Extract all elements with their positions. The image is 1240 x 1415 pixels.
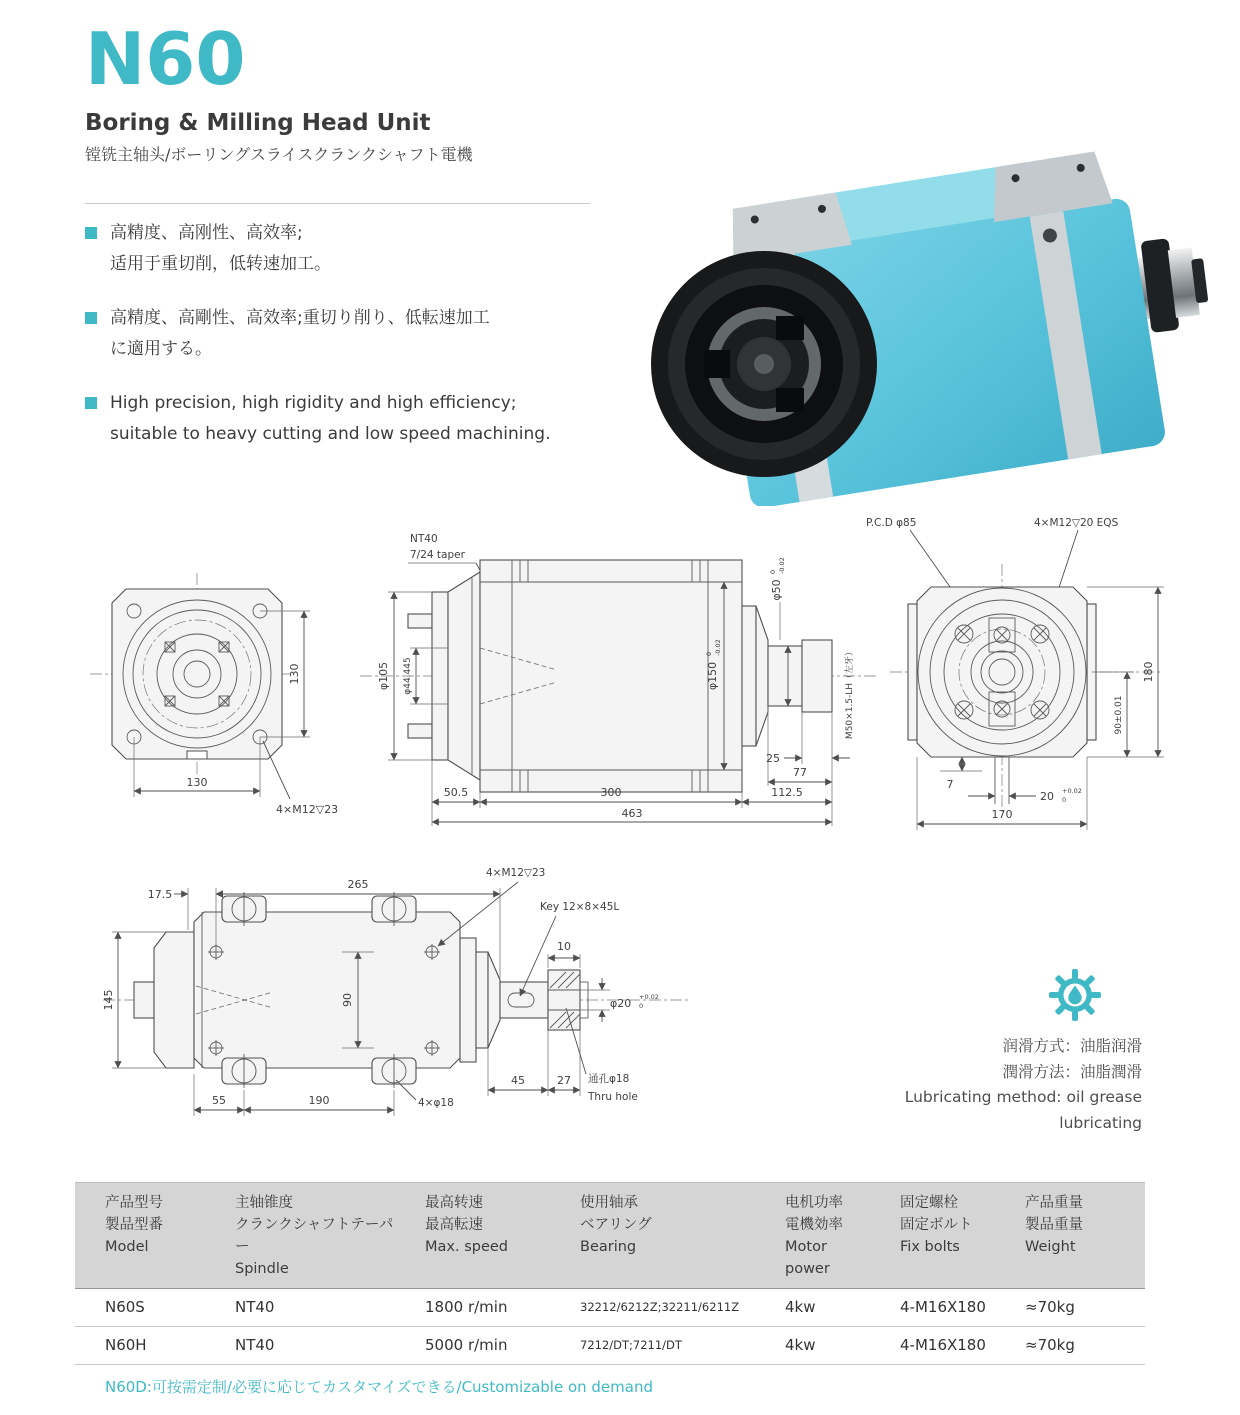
- svg-text:190: 190: [308, 1094, 330, 1107]
- svg-text:Thru hole: Thru hole: [588, 1091, 638, 1103]
- cell-spindle: NT40: [235, 1335, 275, 1354]
- svg-text:-0.02: -0.02: [714, 639, 722, 656]
- svg-text:0: 0: [1062, 796, 1067, 804]
- col-header-fix-bolts: 固定螺栓 固定ボルト Fix bolts: [900, 1195, 973, 1256]
- svg-text:0: 0: [639, 1002, 644, 1010]
- lubrication-line-jp: 潤滑方法：油脂潤滑: [1002, 1062, 1142, 1081]
- table-row: [75, 1289, 1145, 1327]
- side-view-drawing: [352, 528, 907, 836]
- svg-text:20: 20: [1040, 790, 1054, 803]
- svg-text:φ50: φ50: [770, 579, 783, 601]
- lubrication-block: [820, 968, 1142, 1136]
- cell-motor-power: 4kw: [785, 1335, 816, 1354]
- svg-text:265: 265: [347, 878, 369, 891]
- col-header-max-speed: 最高转速 最高転速 Max. speed: [425, 1195, 508, 1256]
- svg-text:130: 130: [288, 663, 301, 685]
- cell-model: N60H: [105, 1335, 147, 1354]
- col-header-model: 产品型号 製品型番 Model: [105, 1195, 163, 1256]
- svg-text:φ150: φ150: [706, 661, 719, 691]
- svg-text:17.5: 17.5: [147, 888, 173, 901]
- svg-text:25: 25: [766, 752, 780, 765]
- svg-text:463: 463: [621, 807, 643, 820]
- product-photo: [612, 136, 1237, 506]
- feature-text: 高精度、高剛性、高效率;重切り削り、低転速加工 に適用する。: [110, 307, 490, 360]
- svg-text:通孔φ18: 通孔φ18: [588, 1073, 630, 1085]
- page-subtitle-en: Boring & Milling Head Unit: [85, 109, 431, 136]
- svg-text:P.C.D φ85: P.C.D φ85: [866, 517, 917, 529]
- top-view-drawing: [88, 850, 733, 1138]
- feature-text: High precision, high rigidity and high efficiency; suitable to heavy cutting and low speed machining.: [110, 392, 551, 445]
- svg-text:10: 10: [557, 940, 571, 953]
- rear-view-drawing: [862, 512, 1190, 844]
- svg-text:φ44.445: φ44.445: [403, 657, 413, 695]
- bullet-square-icon: [85, 397, 97, 409]
- svg-text:112.5: 112.5: [771, 786, 803, 799]
- col-header-motor-power: 电机功率 電機効率 Motor power: [785, 1195, 843, 1278]
- svg-text:300: 300: [600, 786, 622, 799]
- svg-text:4×φ18: 4×φ18: [418, 1097, 454, 1109]
- svg-text:27: 27: [557, 1074, 571, 1087]
- svg-text:130: 130: [186, 776, 208, 789]
- svg-text:4×M12▽20 EQS: 4×M12▽20 EQS: [1034, 517, 1119, 529]
- front-chuck: [651, 251, 877, 477]
- svg-text:45: 45: [511, 1074, 525, 1087]
- cell-spindle: NT40: [235, 1298, 275, 1317]
- svg-text:0: 0: [769, 569, 777, 574]
- front-view-drawing: [78, 545, 363, 830]
- svg-text:NT40: NT40: [410, 533, 438, 545]
- col-header-weight: 产品重量 製品重量 Weight: [1025, 1195, 1083, 1256]
- cell-weight: ≈70kg: [1025, 1335, 1075, 1354]
- svg-text:90: 90: [341, 993, 354, 1007]
- col-header-spindle: 主轴锥度 クランクシャフトテーパー Spindle: [235, 1195, 394, 1278]
- cell-bearing: 7212/DT;7211/DT: [580, 1338, 682, 1353]
- svg-text:7/24 taper: 7/24 taper: [410, 549, 465, 561]
- divider-line: [85, 203, 590, 204]
- spec-table: [75, 1182, 1145, 1397]
- lubrication-line-en: Lubricating method: oil grease lubricating: [904, 1088, 1142, 1132]
- feature-item: [85, 218, 625, 281]
- svg-text:180: 180: [1142, 661, 1155, 683]
- cell-bearing: 32212/6212Z;32211/6211Z: [580, 1300, 740, 1315]
- page-title: N60: [85, 17, 246, 101]
- svg-text:Key 12×8×45L: Key 12×8×45L: [540, 901, 620, 913]
- feature-text: 高精度、高刚性、高效率; 适用于重切削，低转速加工。: [110, 223, 331, 275]
- customization-note: N60D:可按需定制/必要に応じてカスタマイズできる/Customizable on demand: [105, 1377, 653, 1396]
- bullet-square-icon: [85, 312, 97, 324]
- svg-text:77: 77: [793, 766, 807, 779]
- svg-text:4×M12▽23: 4×M12▽23: [486, 867, 546, 879]
- svg-text:M50×1.5-LH（左牙）: M50×1.5-LH（左牙）: [845, 646, 855, 740]
- svg-text:7: 7: [946, 778, 954, 791]
- svg-text:55: 55: [212, 1094, 226, 1107]
- grease-gear-icon: [1048, 968, 1102, 1022]
- svg-text:145: 145: [102, 989, 115, 1011]
- feature-list: [85, 218, 625, 473]
- svg-text:50.5: 50.5: [443, 786, 469, 799]
- bolt-callout: 4×M12▽23: [276, 803, 339, 816]
- cell-motor-power: 4kw: [785, 1298, 816, 1317]
- feature-item: [85, 303, 625, 366]
- cell-model: N60S: [105, 1298, 145, 1317]
- cell-max-speed: 1800 r/min: [425, 1298, 508, 1317]
- svg-text:170: 170: [991, 808, 1013, 821]
- header: [85, 17, 605, 165]
- svg-text:φ20: φ20: [610, 997, 632, 1010]
- table-header: [75, 1182, 1145, 1289]
- cell-max-speed: 5000 r/min: [425, 1335, 508, 1354]
- svg-text:+0.02: +0.02: [1062, 787, 1082, 795]
- table-row: [75, 1327, 1145, 1365]
- page-subtitle-cjk: 镗铣主轴头/ボーリングスライスクランクシャフト電機: [85, 144, 473, 164]
- col-header-bearing: 使用轴承 ベアリング Bearing: [580, 1195, 652, 1256]
- cell-fix-bolts: 4-M16X180: [900, 1335, 986, 1354]
- cell-weight: ≈70kg: [1025, 1298, 1075, 1317]
- bullet-square-icon: [85, 227, 97, 239]
- svg-text:φ105: φ105: [377, 661, 390, 691]
- cell-fix-bolts: 4-M16X180: [900, 1298, 986, 1317]
- svg-text:+0.02: +0.02: [639, 993, 659, 1001]
- svg-text:-0.02: -0.02: [778, 557, 786, 574]
- feature-item: [85, 388, 625, 451]
- svg-text:90±0.01: 90±0.01: [1114, 695, 1124, 735]
- lubrication-line-cn: 润滑方式：油脂润滑: [1002, 1037, 1142, 1055]
- svg-text:0: 0: [705, 651, 713, 656]
